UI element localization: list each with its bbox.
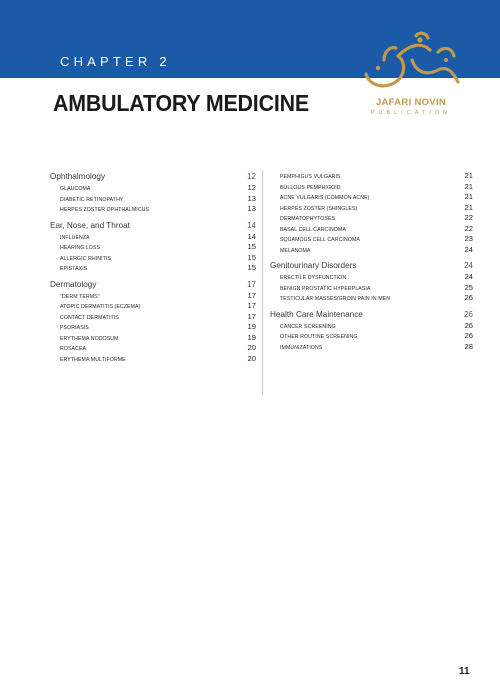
toc-entry-title: "DERM TERMS" <box>60 293 100 300</box>
toc-entry-title: HERPES ZOSTER OPHTHALMICUS <box>60 207 150 213</box>
toc-entry-page: 17 <box>247 311 256 321</box>
toc-entry-page: 20 <box>247 343 256 352</box>
toc-entry-title: PEMPHIGUS VULGARIS <box>280 174 341 180</box>
chapter-label: CHAPTER 2 <box>60 54 171 69</box>
toc-subsection-entry[interactable] <box>50 253 256 264</box>
toc-subsection-entry[interactable] <box>50 204 256 215</box>
toc-entry-title: BENIGN PROSTATIC HYPERPLASIA <box>280 285 371 292</box>
toc-entry-title: CANCER SCREENING <box>280 323 336 330</box>
toc-entry-page: 24 <box>464 261 473 270</box>
toc-entry-page: 12 <box>247 183 256 192</box>
toc-subsection-entry[interactable] <box>270 224 473 235</box>
toc-entry-page: 21 <box>464 192 473 201</box>
toc-entry-page: 14 <box>247 231 256 241</box>
toc-entry-page: 22 <box>464 213 473 222</box>
toc-subsection-entry[interactable] <box>270 182 473 193</box>
toc-subsection-entry[interactable] <box>50 301 256 312</box>
toc-section-entry[interactable] <box>50 279 256 291</box>
toc-entry-title: HEARING LOSS <box>60 245 101 251</box>
toc-subsection-entry[interactable] <box>50 194 256 205</box>
toc-entry-page: 17 <box>247 290 256 300</box>
toc-entry-title: MELANOMA <box>280 247 311 254</box>
toc-subsection-entry[interactable] <box>270 245 473 256</box>
toc-entry-page: 12 <box>247 172 256 181</box>
publisher-name: JAFARI NOVIN <box>375 97 447 108</box>
toc-entry-page: 14 <box>247 220 256 230</box>
toc-entry-title: DIABETIC RETINOPATHY <box>60 196 124 203</box>
toc-entry-page: 24 <box>464 272 473 281</box>
toc-entry-page: 23 <box>464 234 473 243</box>
toc-entry-page: 17 <box>247 301 256 310</box>
calligraphy-logo-icon <box>360 30 464 96</box>
toc-subsection-entry[interactable] <box>270 293 473 304</box>
toc-subsection-entry[interactable] <box>270 171 473 182</box>
toc-subsection-entry[interactable] <box>50 242 256 253</box>
toc-entry-page: 28 <box>464 341 473 351</box>
toc-subsection-entry[interactable] <box>50 312 256 323</box>
toc-entry-title: Ear, Nose, and Throat <box>50 220 130 230</box>
toc-subsection-entry[interactable] <box>50 183 256 194</box>
toc-entry-page: 13 <box>247 193 256 203</box>
toc-entry-title: BASAL CELL CARCINOMA <box>280 226 346 233</box>
toc-subsection-entry[interactable] <box>270 203 473 214</box>
toc-subsection-entry[interactable] <box>270 342 473 353</box>
toc-entry-title: IMMUNIZATIONS <box>280 344 323 351</box>
toc-entry-title: INFLUENZA <box>60 234 90 241</box>
toc-entry-page: 26 <box>464 320 473 330</box>
toc-entry-title: SQUAMOUS CELL CARCINOMA <box>280 237 360 243</box>
toc-entry-title: ERYTHEMA MULTIFORME <box>60 356 126 363</box>
toc-entry-title: ACNE VULGARIS (COMMON ACNE) <box>280 195 370 201</box>
chapter-title: AMBULATORY MEDICINE <box>53 90 309 116</box>
toc-entry-title: EPISTAXIS <box>60 266 88 272</box>
toc-entry-page: 19 <box>247 332 256 342</box>
toc-subsection-entry[interactable] <box>270 234 473 245</box>
toc-subsection-entry[interactable] <box>50 291 256 302</box>
toc-entry-page: 21 <box>464 181 473 191</box>
toc-subsection-entry[interactable] <box>50 333 256 344</box>
toc-entry-title: TESTICULAR MASSES/GROIN PAIN IN MEN <box>280 296 391 302</box>
toc-entry-title: Genitourinary Disorders <box>270 261 357 270</box>
toc-section-entry[interactable] <box>50 171 256 183</box>
toc-entry-page: 26 <box>464 331 473 340</box>
toc-subsection-entry[interactable] <box>50 354 256 365</box>
toc-entry-page: 22 <box>464 223 473 233</box>
page-number: 11 <box>459 666 470 677</box>
toc-entry-page: 15 <box>247 263 256 272</box>
publisher-sub: PUBLICATION <box>370 110 452 116</box>
toc-subsection-entry[interactable] <box>50 263 256 274</box>
toc-entry-page: 21 <box>464 202 473 212</box>
toc-entry-page: 20 <box>247 353 256 363</box>
toc-entry-page: 15 <box>247 252 256 262</box>
toc-entry-title: PSORIASIS <box>60 325 89 331</box>
column-divider <box>262 170 263 395</box>
toc-entry-page: 13 <box>247 204 256 213</box>
toc-entry-page: 19 <box>247 322 256 331</box>
toc-entry-page: 15 <box>247 242 256 251</box>
toc-subsection-entry[interactable] <box>270 213 473 224</box>
toc-entry-title: CONTACT DERMATITIS <box>60 314 119 321</box>
toc-entry-title: Dermatology <box>50 279 97 289</box>
toc-subsection-entry[interactable] <box>270 272 473 283</box>
toc-entry-page: 24 <box>464 244 473 254</box>
toc-subsection-entry[interactable] <box>50 232 256 243</box>
toc-entry-title: ERYTHEMA NODOSUM <box>60 335 119 342</box>
toc-entry-title: ROSACEA <box>60 346 87 352</box>
toc-left-column <box>50 171 256 364</box>
toc-section-entry[interactable] <box>270 260 473 272</box>
toc-subsection-entry[interactable] <box>50 343 256 354</box>
toc-entry-title: ERECTILE DYSFUNCTION <box>280 275 347 281</box>
toc-entry-page: 26 <box>464 293 473 302</box>
toc-entry-title: BULLOUS PEMPHIGOID <box>280 184 341 191</box>
toc-section-entry[interactable] <box>270 309 473 321</box>
toc-right-column <box>270 171 473 352</box>
toc-section-entry[interactable] <box>50 220 256 232</box>
toc-entry-title: HERPES ZOSTER (SHINGLES) <box>280 205 358 212</box>
toc-subsection-entry[interactable] <box>270 321 473 332</box>
toc-entry-page: 26 <box>464 309 473 319</box>
toc-entry-title: DERMATOPHYTOSES <box>280 216 336 222</box>
toc-entry-page: 21 <box>464 171 473 180</box>
publisher-logo <box>352 30 470 122</box>
toc-subsection-entry[interactable] <box>50 322 256 333</box>
toc-entry-title: ATOPIC DERMATITIS (ECZEMA) <box>60 304 141 310</box>
toc-subsection-entry[interactable] <box>270 283 473 294</box>
toc-entry-title: Ophthalmology <box>50 172 106 181</box>
toc-subsection-entry[interactable] <box>270 331 473 342</box>
toc-entry-page: 25 <box>464 282 473 292</box>
toc-entry-title: ALLERGIC RHINITIS <box>60 255 111 262</box>
toc-entry-title: GLAUCOMA <box>60 186 91 192</box>
toc-subsection-entry[interactable] <box>270 192 473 203</box>
toc-entry-title: OTHER ROUTINE SCREENING <box>280 334 358 340</box>
toc-entry-page: 17 <box>247 279 256 289</box>
toc-entry-title: Health Care Maintenance <box>270 309 363 319</box>
